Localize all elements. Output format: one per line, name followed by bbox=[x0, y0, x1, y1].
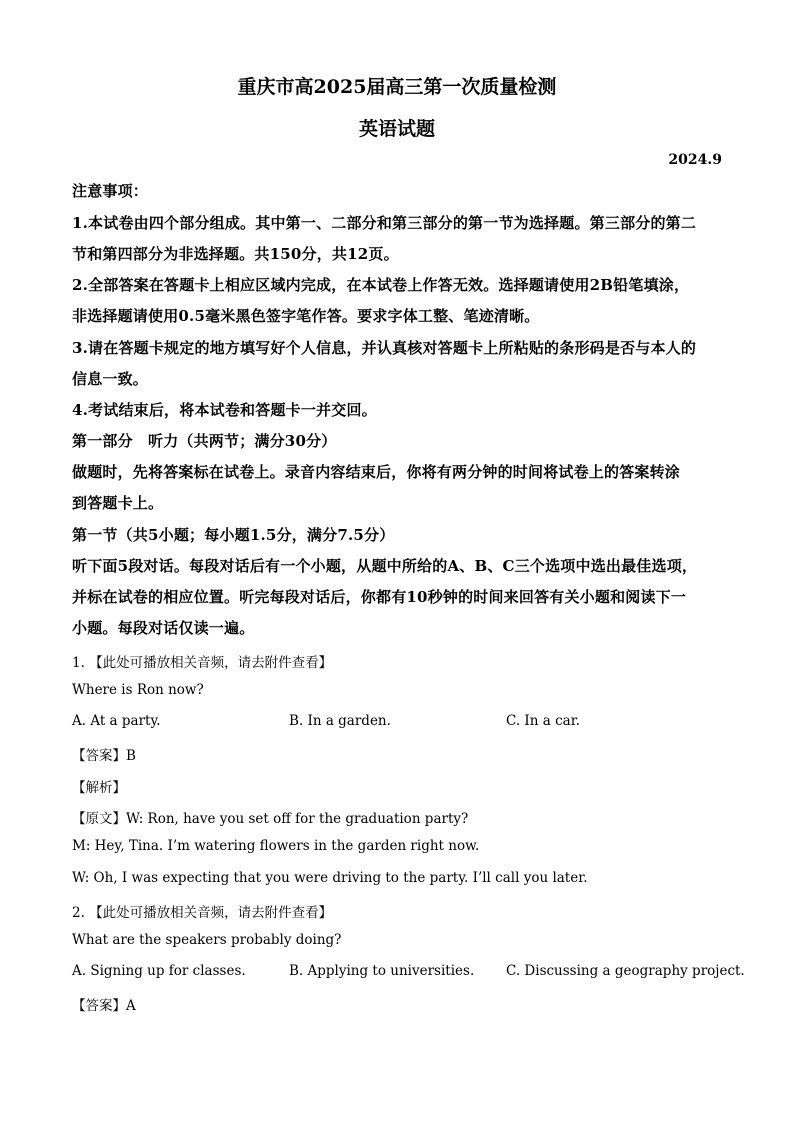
exam-date: 2024.9 bbox=[668, 152, 722, 168]
audio-link-q1[interactable]: 1. 【此处可播放相关音频，请去附件查看】 bbox=[72, 655, 333, 671]
question-text: What are the speakers probably doing? bbox=[72, 932, 342, 948]
option-c: C. In a car. bbox=[506, 713, 580, 729]
notice-line: 节和第四部分为非选择题。共150分，共12页。 bbox=[72, 245, 399, 263]
transcript-line: 【原文】W: Ron, have you set off for the graduation party? bbox=[72, 811, 469, 827]
notice-line: 3.请在答题卡规定的地方填写好个人信息，并认真核对答题卡上所粘贴的条形码是否与本人的 bbox=[72, 339, 697, 357]
exam-subtitle: 英语试题 bbox=[358, 118, 435, 140]
section1-instruction: 小题。每段对话仅读一遍。 bbox=[72, 619, 255, 637]
part1-instruction: 到答题卡上。 bbox=[72, 494, 164, 512]
part1-heading: 第一部分 听力（共两节；满分30分） bbox=[72, 432, 337, 450]
audio-link-q2[interactable]: 2. 【此处可播放相关音频，请去附件查看】 bbox=[72, 905, 333, 921]
notice-heading: 注意事项： bbox=[72, 182, 149, 200]
option-a: A. At a party. bbox=[72, 713, 161, 729]
transcript-line: W: Oh, I was expecting that you were driving to the party. I’ll call you later. bbox=[72, 870, 588, 886]
section1-instruction: 并标在试卷的相应位置。听完每段对话后，你都有10秒钟的时间来回答有关小题和阅读下一 bbox=[72, 588, 687, 606]
answer-label: 【答案】B bbox=[72, 748, 136, 764]
option-c: C. Discussing a geography project. bbox=[506, 963, 745, 979]
notice-line: 4.考试结束后，将本试卷和答题卡一并交回。 bbox=[72, 401, 377, 419]
transcript-line: M: Hey, Tina. I’m watering flowers in the garden right now. bbox=[72, 838, 480, 854]
section1-instruction: 听下面5段对话。每段对话后有一个小题，从题中所给的A、B、C三个选项中选出最佳选项， bbox=[72, 557, 698, 575]
option-b: B. Applying to universities. bbox=[289, 963, 475, 979]
part1-instruction: 做题时，先将答案标在试卷上。录音内容结束后，你将有两分钟的时间将试卷上的答案转涂 bbox=[72, 463, 681, 481]
notice-line: 1.本试卷由四个部分组成。其中第一、二部分和第三部分的第一节为选择题。第三部分的第二 bbox=[72, 214, 697, 232]
exam-title: 重庆市高2025届高三第一次质量检测 bbox=[237, 76, 557, 98]
section1-heading: 第一节（共5小题；每小题1.5分，满分7.5分） bbox=[72, 526, 395, 544]
option-a: A. Signing up for classes. bbox=[72, 963, 246, 979]
answer-label: 【答案】A bbox=[72, 998, 136, 1014]
notice-line: 非选择题请使用0.5毫米黑色签字笔作答。要求字体工整、笔迹清晰。 bbox=[72, 307, 540, 325]
analysis-label: 【解析】 bbox=[72, 780, 126, 796]
notice-line: 2.全部答案在答题卡上相应区域内完成，在本试卷上作答无效。选择题请使用2B铅笔填涂， bbox=[72, 276, 690, 294]
question-text: Where is Ron now? bbox=[72, 682, 204, 698]
option-b: B. In a garden. bbox=[289, 713, 391, 729]
notice-line: 信息一致。 bbox=[72, 370, 149, 388]
